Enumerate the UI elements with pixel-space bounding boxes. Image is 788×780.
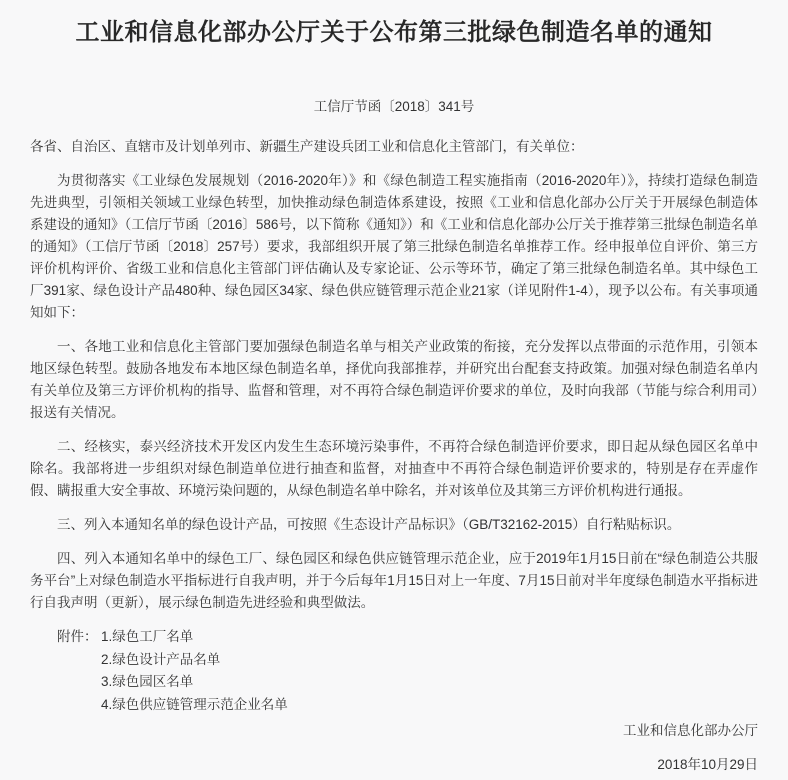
attachments-label: 附件： — [57, 629, 98, 644]
document-number: 工信厅节函〔2018〕341号 — [313, 99, 475, 114]
attachment-item-4: 4.绿色供应链管理示范企业名单 — [101, 696, 288, 712]
attachment-item-2: 2.绿色设计产品名单 — [101, 651, 221, 667]
attachment-row-1 — [30, 626, 758, 649]
paragraph-intro: 为贯彻落实《工业绿色发展规划（2016-2020年）》和《绿色制造工程实施指南（2016-2020年）》，持续打造绿色制造先进典型，引领相关领域工业绿色转型，加快推动绿色制造体系建设，按照《工业和信息化部办公厅关于开展绿色制造体系建设的通知》（工信厅节函〔2016〕586号，以下简称《通知》）和《工业和信息化部办公厅关于推荐第三批绿色制造名单的通知》（工信厅节函〔2018〕257号）要求，我部组织开展了第三批绿色制造名单推荐工作。经申报单位自评价、第三方评价机构评价、省级工业和信息化主管部门评估确认及专家论证、公示等环节，确定了第三批绿色制造名单。其中绿色工厂391家、绿色设计产品480种、绿色园区34家、绿色供应链管理示范企业21家（详见附件1-4），现予以公布。有关事项通知如下： — [30, 173, 758, 320]
attachments-list — [30, 626, 758, 716]
attachments-label-spacer — [57, 694, 101, 717]
attachment-row-3 — [30, 671, 758, 694]
issuing-office-signature: 工业和信息化部办公厅 — [623, 723, 758, 738]
paragraph-item-2: 二、经核实，泰兴经济技术开发区内发生生态环境污染事件，不再符合绿色制造评价要求，即日起从绿色园区名单中除名。我部将进一步组织对绿色制造单位进行抽查和监督，对抽查中不再符合绿色制造评价要求的，特别是存在弄虚作假、瞒报重大安全事故、环境污染问题的，从绿色制造名单中除名，并对该单位及其第三方评价机构进行通报。 — [30, 439, 758, 498]
salutation-line: 各省、自治区、直辖市及计划单列市、新疆生产建设兵团工业和信息化主管部门，有关单位： — [30, 139, 584, 154]
paragraph-item-1: 一、各地工业和信息化主管部门要加强绿色制造名单与相关产业政策的衔接，充分发挥以点带面的示范作用，引领本地区绿色转型。鼓励各地发布本地区绿色制造名单，择优向我部推荐，并研究出台配套支持政策。加强对绿色制造名单内有关单位及第三方评价机构的指导、监督和管理，对不再符合绿色制造评价要求的单位，及时向我部（节能与综合利用司）报送有关情况。 — [30, 339, 758, 420]
attachments-label-spacer — [57, 649, 101, 672]
document-title: 工业和信息化部办公厅关于公布第三批绿色制造名单的通知 — [75, 19, 713, 46]
attachment-row-4 — [30, 694, 758, 717]
attachment-row-2 — [30, 649, 758, 672]
attachment-item-1: 1.绿色工厂名单 — [101, 629, 194, 644]
paragraph-item-3: 三、列入本通知名单的绿色设计产品，可按照《生态设计产品标识》（GB/T32162-2015）自行粘贴标识。 — [57, 517, 681, 532]
attachment-item-3: 3.绿色园区名单 — [101, 674, 194, 689]
issue-date: 2018年10月29日 — [657, 757, 758, 772]
attachments-label-spacer — [57, 671, 101, 694]
paragraph-item-4: 四、列入本通知名单中的绿色工厂、绿色园区和绿色供应链管理示范企业，应于2019年1月15日前在“绿色制造公共服务平台”上对绿色制造水平指标进行自我声明，并于今后每年1月15日对上一年度、7月15日前对半年度绿色制造水平指标进行自我声明（更新），展示绿色制造先进经验和典型做法。 — [30, 551, 758, 610]
